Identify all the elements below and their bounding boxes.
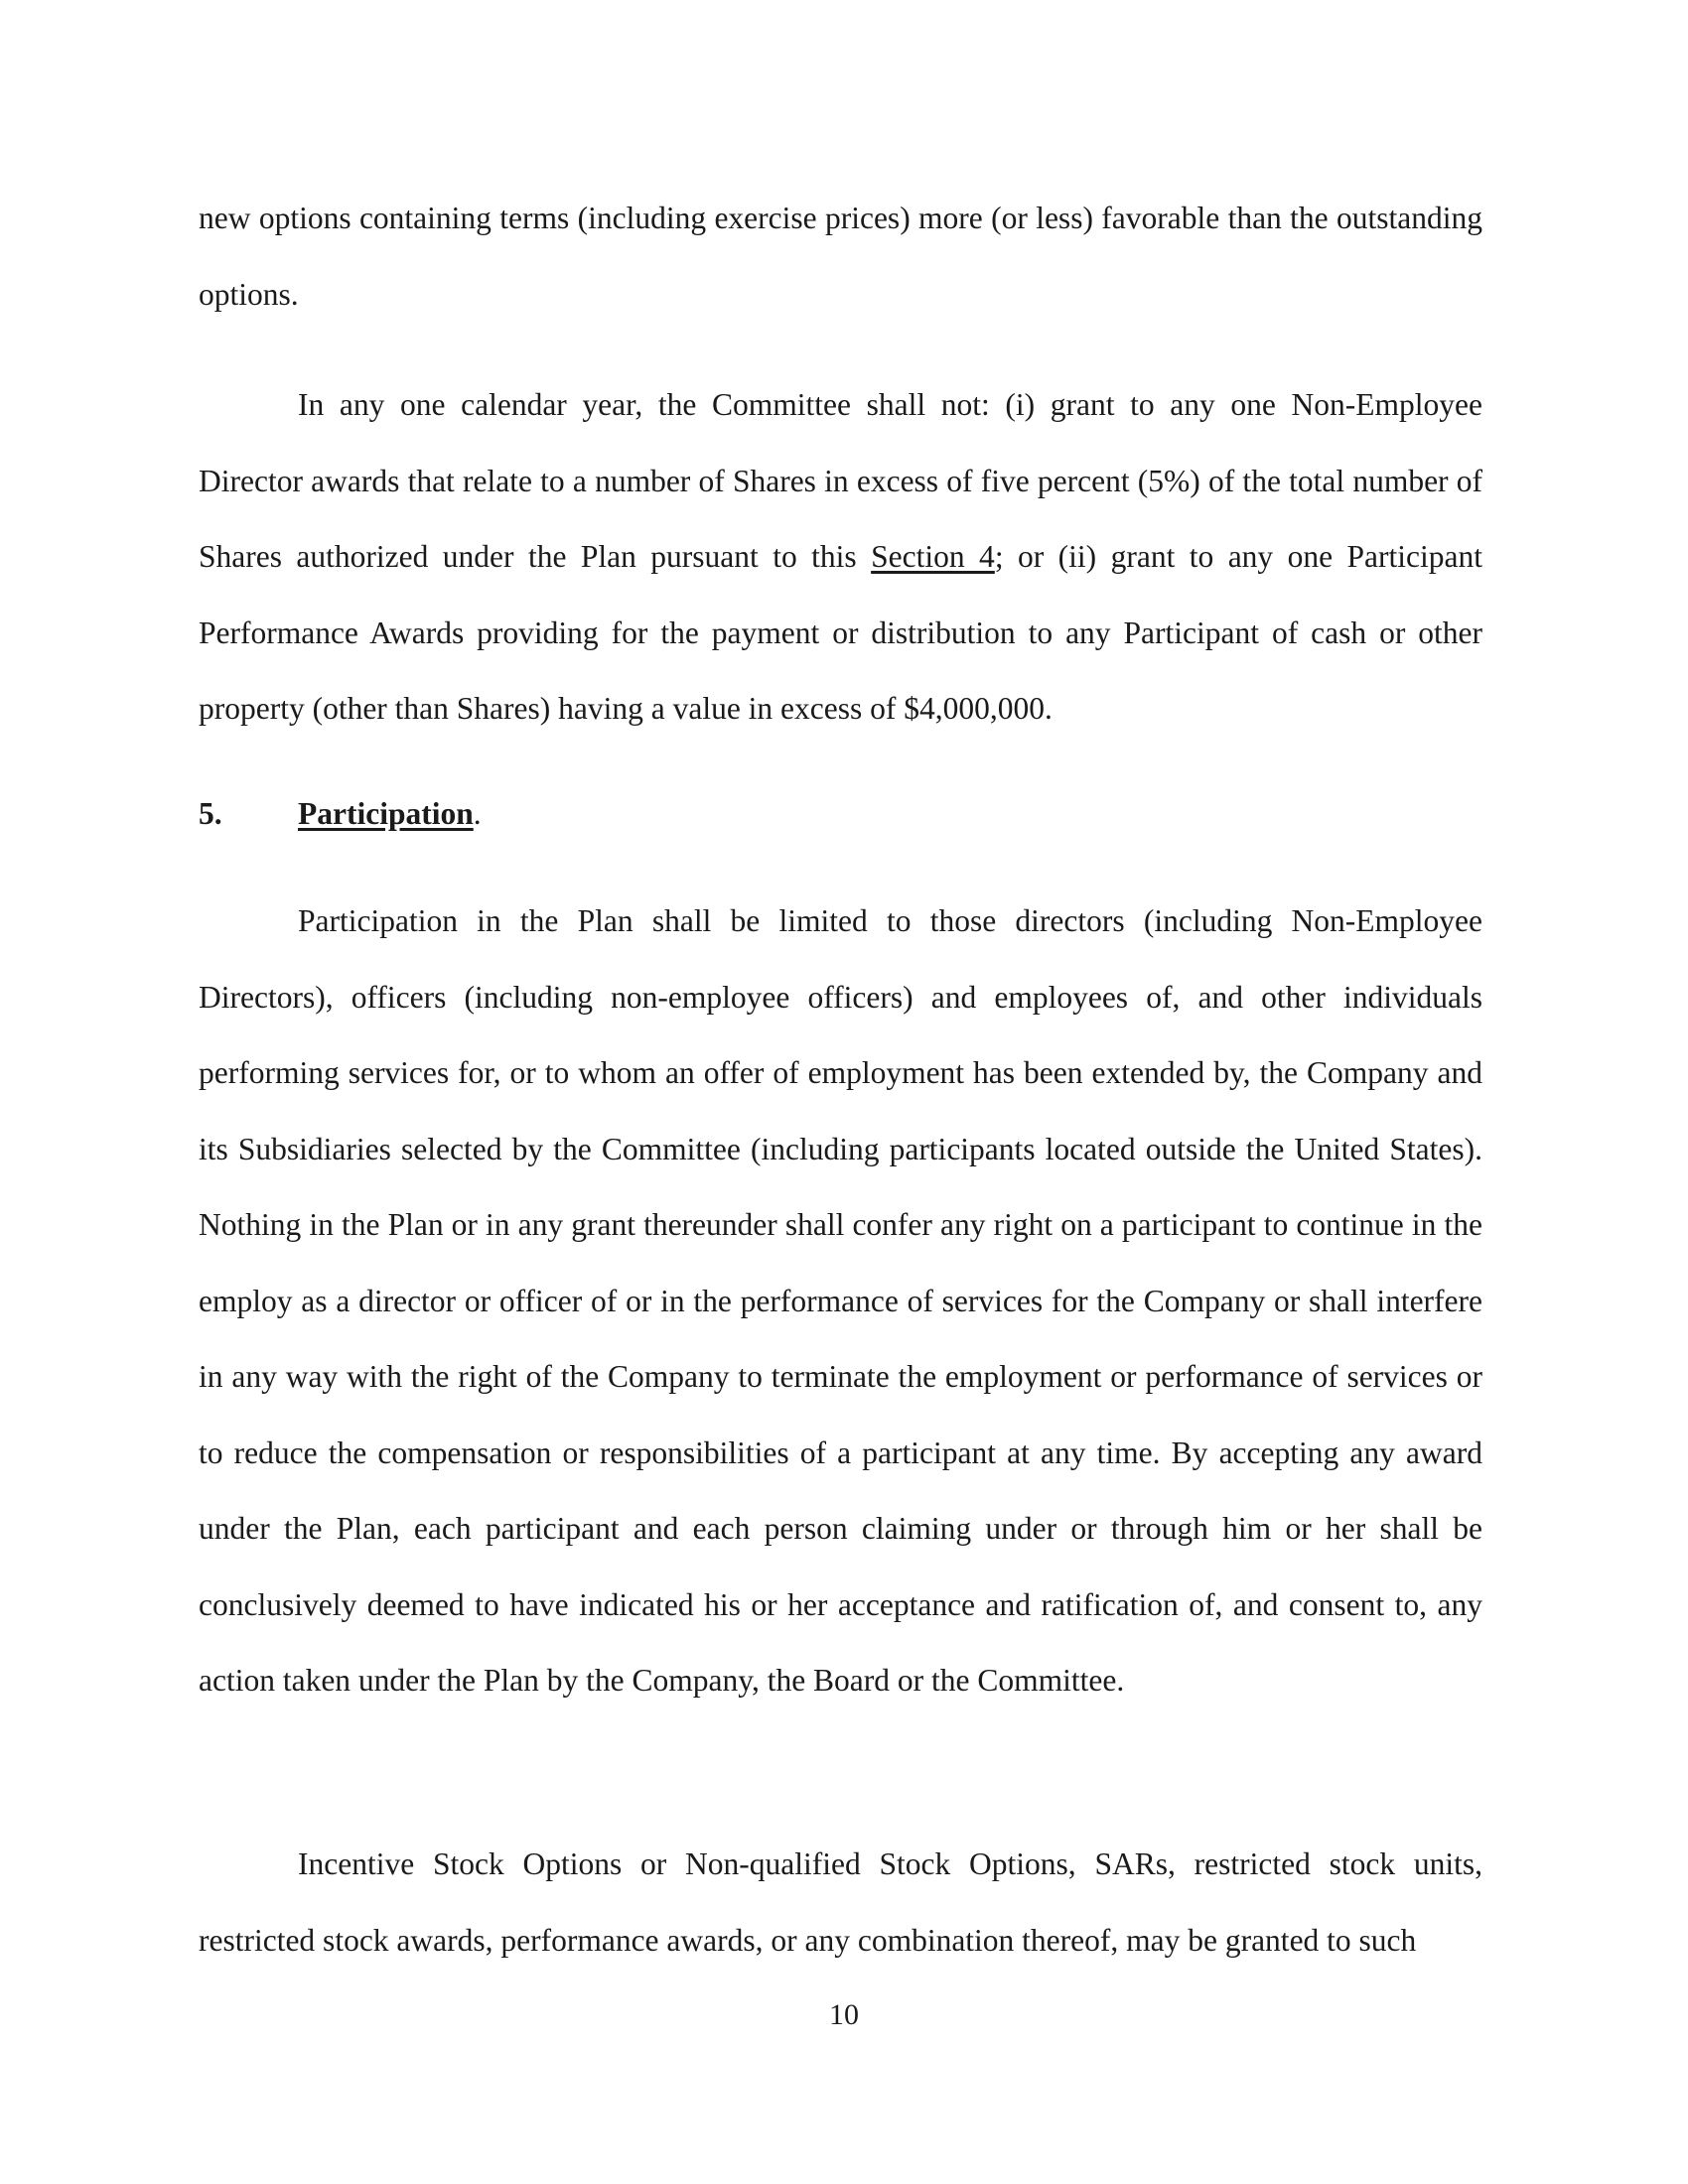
section-heading [199, 776, 482, 853]
paragraph-text: Incentive Stock Options or Non-qualified Stock Options, SARs, restricted stock units, restricted stock awards, performance awards, or any combination thereof, may be granted to such [199, 1846, 1482, 1958]
paragraph-award-types [199, 1827, 1482, 1979]
section-reference: Section 4 [871, 539, 995, 574]
paragraph-text: new options containing terms (including exercise prices) more (or less) favorable than the outstanding options. [199, 201, 1482, 312]
section-number: 5. [199, 796, 222, 831]
paragraph-text: In any one calendar year, the Committee shall not: (i) grant to any one Non-Employee Director awards that relate to a number of Shares in excess of five percent (5%) of the total number of Shares authorized under the Plan pursuant to this [199, 387, 1482, 574]
paragraph-text: Participation in the Plan shall be limited to those directors (including Non-Employee Directors), officers (including non-employee officers) and employees of, and other individuals performing services for, or to whom an offer of employment has been extended by, the Company and its Subsidiaries selected by the Committee (including participants located outside the United States). Nothing in the Plan or in any grant thereunder shall confer any right on a participant to continue in the employ as a director or officer of or in the performance of services for the Company or shall interfere in any way with the right of the Company to terminate the employment or performance of services or to reduce the compensation or responsibilities of a participant at any time. By accepting any award under the Plan, each participant and each person claiming under or through him or her shall be conclusively deemed to have indicated his or her acceptance and ratification of, and consent to, any action taken under the Plan by the Company, the Board or the Committee. [199, 903, 1482, 1698]
paragraph-participation [199, 884, 1482, 1719]
paragraph-text: ; or (ii) grant to any one Participant Performance Awards providing for the payment or distribution to any Participant of cash or other property (other than Shares) having a value in excess of $4,000,000. [199, 539, 1482, 726]
section-title-period: . [473, 796, 482, 831]
page-number: 10 [829, 1998, 859, 2031]
section-title: Participation [298, 796, 474, 831]
paragraph-annual-limits [199, 367, 1482, 748]
paragraph-outstanding-options [199, 181, 1482, 333]
